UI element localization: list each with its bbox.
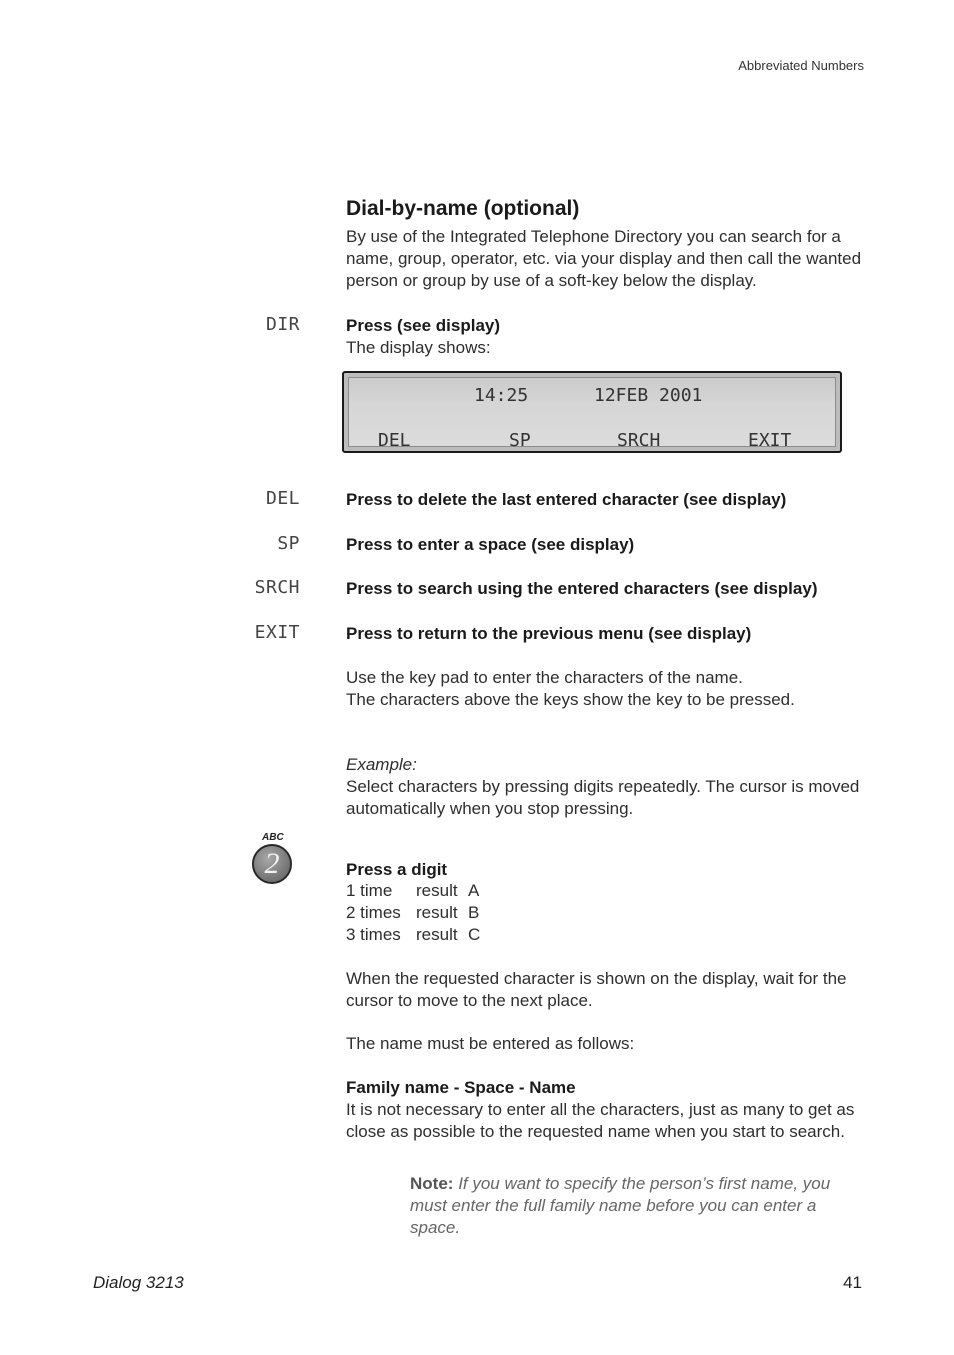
- footer-product: Dialog 3213: [93, 1273, 184, 1292]
- display-time: 14:25: [474, 385, 529, 406]
- display-softkey-del: DEL: [378, 430, 411, 451]
- press-digit-row: 2 times result B: [346, 903, 480, 922]
- dir-action: Press (see display): [346, 316, 501, 335]
- key-letters: ABC: [262, 832, 284, 843]
- sp-step-text: Press to enter a space (see display): [346, 535, 635, 554]
- srch-step-text: Press to search using the entered characters (see display): [346, 579, 818, 598]
- note-label: Note:: [410, 1174, 454, 1193]
- running-header: Abbreviated Numbers: [738, 58, 864, 73]
- keypad-info-line1: Use the key pad to enter the characters of the name.: [346, 668, 743, 687]
- wait-paragraph: When the requested character is shown on the display, wait for the cursor to move to the next place.: [346, 969, 847, 1010]
- del-key-label: DEL: [265, 488, 300, 509]
- exit-step-text: Press to return to the previous menu (see display): [346, 624, 752, 643]
- display-softkey-sp: SP: [509, 430, 531, 451]
- press-digit-title: Press a digit: [346, 860, 448, 879]
- exit-key-label: EXIT: [254, 622, 300, 643]
- del-step-text: Press to delete the last entered character (see display): [346, 490, 787, 509]
- keypad-info-line2: The characters above the keys show the key to be pressed.: [346, 690, 795, 709]
- press-digit-row: 1 time result A: [346, 881, 480, 900]
- example-label: Example:: [346, 755, 417, 774]
- key-digit: 2: [264, 847, 280, 880]
- display-date: 12FEB 2001: [594, 385, 703, 406]
- phone-display: [342, 371, 842, 453]
- press-digit-row: 3 times result C: [346, 925, 481, 944]
- intro-paragraph: By use of the Integrated Telephone Directory you can search for a name, group, operator, etc. via your display and then call the wanted person or group by use of a soft-key below the display.: [346, 227, 862, 290]
- format-title: Family name - Space - Name: [346, 1078, 576, 1097]
- name-entry-paragraph: The name must be entered as follows:: [346, 1034, 635, 1053]
- example-text: Select characters by pressing digits repeatedly. The cursor is moved automatically when you stop pressing.: [346, 777, 860, 818]
- sp-key-label: SP: [277, 533, 300, 554]
- digit-2-key-icon: [252, 832, 298, 884]
- srch-key-label: SRCH: [254, 577, 300, 598]
- display-softkey-exit: EXIT: [748, 430, 792, 451]
- format-paragraph: It is not necessary to enter all the characters, just as many to get as close as possible to the requested name when you start to search.: [346, 1100, 855, 1141]
- section-title: Dial-by-name (optional): [346, 197, 580, 220]
- dir-key-label: DIR: [265, 314, 300, 335]
- dir-note: The display shows:: [346, 338, 491, 357]
- note-text: If you want to specify the person’s first name, you must enter the full family name before you can enter a space.: [410, 1174, 831, 1237]
- note-block: [410, 1173, 865, 1239]
- display-softkey-srch: SRCH: [617, 430, 661, 451]
- page-number: 41: [843, 1273, 862, 1292]
